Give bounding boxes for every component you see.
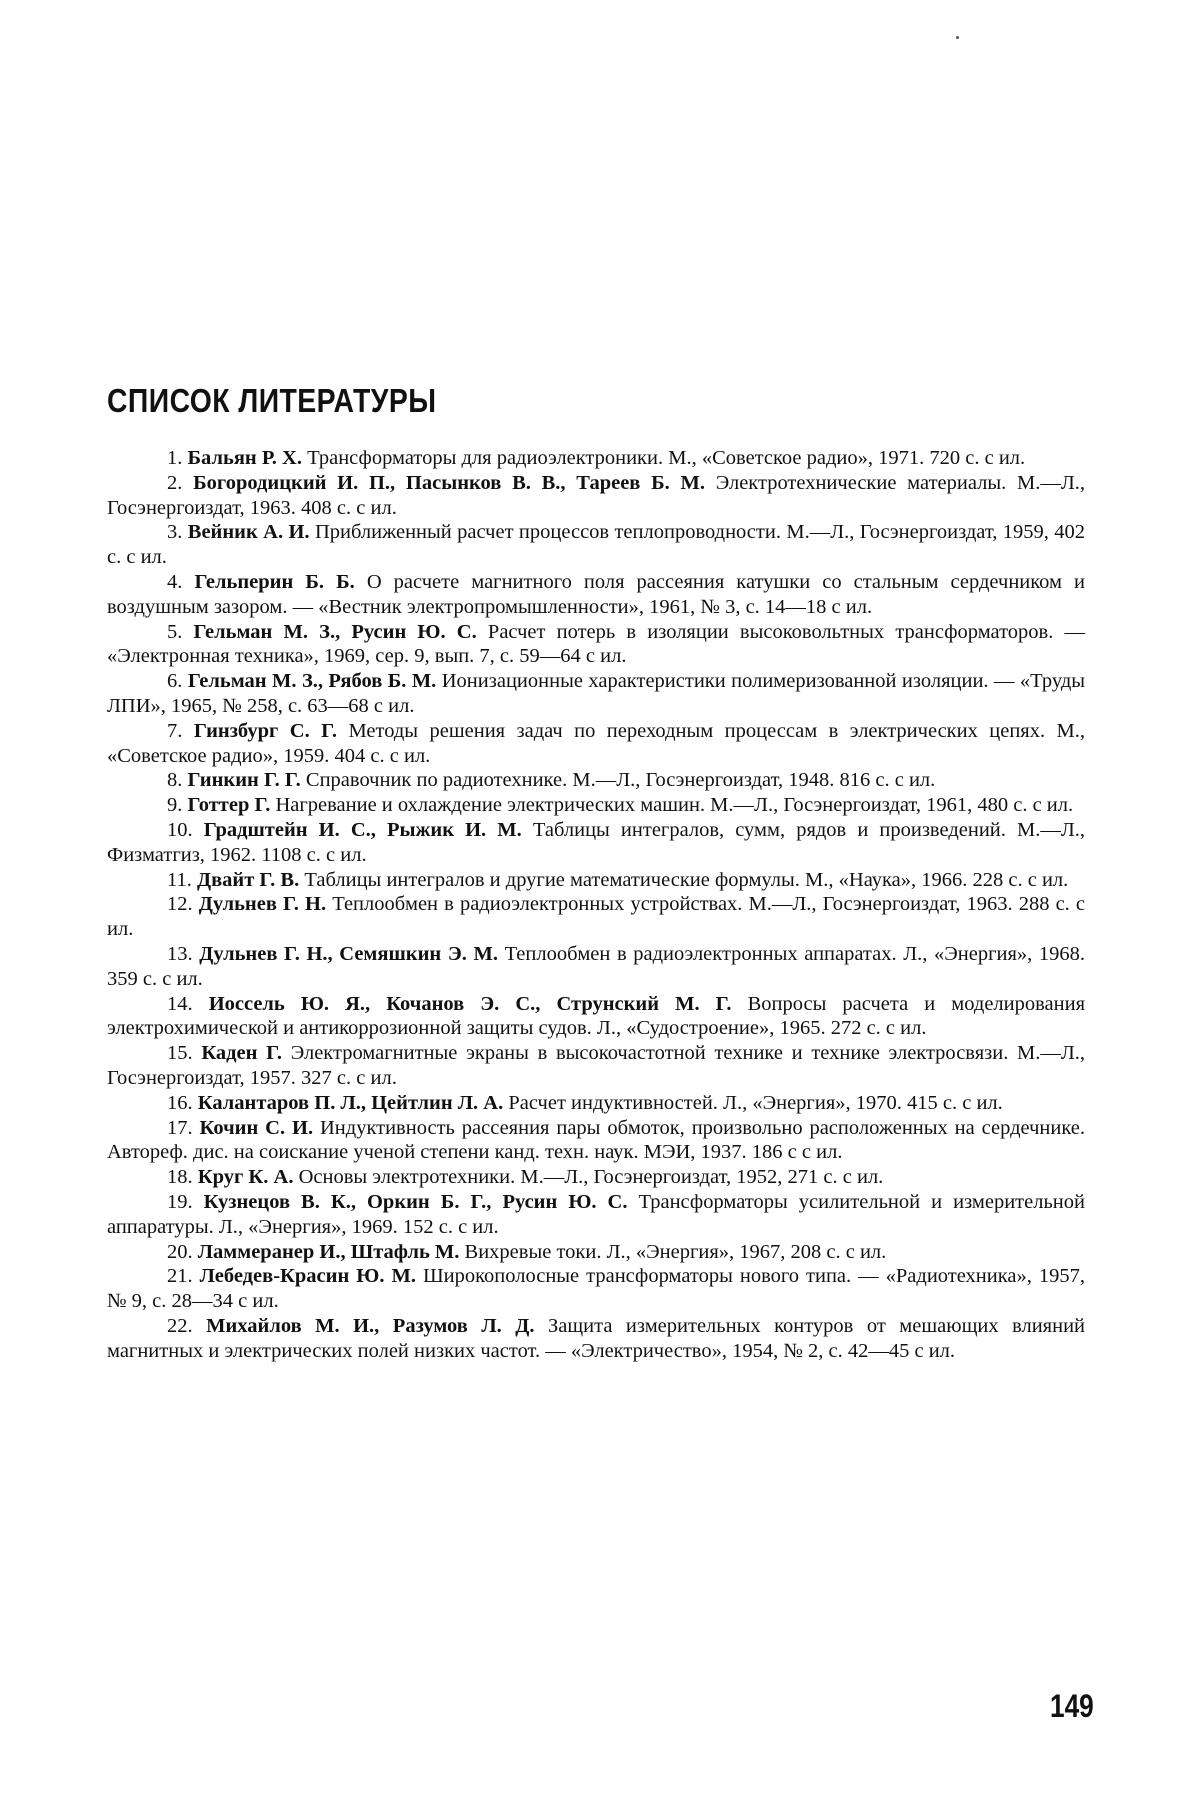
reference-number: 8. (167, 769, 183, 792)
reference-number: 12. (167, 893, 193, 916)
reference-item (107, 942, 1085, 992)
reference-number: 15. (167, 1042, 193, 1065)
reference-item (107, 570, 1085, 620)
reference-text: О расчете магнитного поля рассеяния катушки со стальным сердечником и воздушным зазором. — «Вестник электропромышленности», 1961, № 3, с. 14—18 с ил. (107, 570, 1086, 618)
reference-authors: Двайт Г. В. (197, 868, 300, 891)
reference-item (107, 520, 1085, 570)
reference-item (107, 892, 1085, 942)
reference-number: 3. (167, 521, 183, 544)
reference-authors: Круг К. А. (197, 1166, 294, 1189)
reference-authors: Иоссель Ю. Я., Кочанов Э. С., Струнский М. Г. (208, 992, 732, 1015)
reference-authors: Вейник А. И. (187, 521, 310, 544)
reference-item (107, 1264, 1085, 1314)
page-heading: СПИСОК ЛИТЕРАТУРЫ (107, 382, 437, 419)
reference-authors: Дульнев Г. Н., Семяшкин Э. М. (199, 942, 498, 965)
reference-authors: Богородицкий И. П., Пасынков В. В., Тареев Б. М. (193, 471, 705, 494)
reference-number: 17. (167, 1116, 193, 1139)
reference-authors: Кузнецов В. К., Оркин Б. Г., Русин Ю. С. (203, 1190, 628, 1213)
reference-text: Индуктивность рассеяния пары обмоток, произвольно расположенных на сердечнике. Автореф. дис. на соискание ученой степени канд. техн. наук. МЭИ, 1937. 186 с с ил. (107, 1116, 1086, 1164)
reference-list (107, 446, 1085, 1363)
reference-number: 7. (167, 719, 183, 742)
reference-authors: Лебедев-Красин Ю. М. (199, 1265, 416, 1288)
reference-text: Трансформаторы усилительной и измерительной аппаратуры. Л., «Энергия», 1969. 152 с. с ил. (107, 1190, 1086, 1238)
reference-authors: Кочин С. И. (199, 1116, 314, 1139)
reference-text: Таблицы интегралов и другие математические формулы. М., «Наука», 1966. 228 с. с ил. (304, 868, 1069, 891)
reference-text: Теплообмен в радиоэлектронных устройствах. М.—Л., Госэнергоиздат, 1963. 288 с. с ил. (107, 893, 1086, 941)
reference-text: Справочник по радиотехнике. М.—Л., Госэнергоиздат, 1948. 816 с. с ил. (305, 769, 936, 792)
reference-authors: Михайлов М. И., Разумов Л. Д. (206, 1314, 535, 1337)
reference-text: Защита измерительных контуров от мешающих влияний магнитных и электрических полей низких частот. — «Электричество», 1954, № 2, с. 42—45 с ил. (107, 1314, 1086, 1362)
reference-number: 20. (167, 1240, 193, 1263)
reference-number: 2. (167, 471, 183, 494)
reference-authors: Готтер Г. (187, 794, 271, 817)
reference-item (107, 620, 1085, 670)
reference-text: Электротехнические материалы. М.—Л., Госэнергоиздат, 1963. 408 с. с ил. (107, 471, 1086, 519)
reference-text: Методы решения задач по переходным процессам в электрических цепях. М., «Советское радио», 1959. 404 с. с ил. (107, 719, 1086, 767)
reference-authors: Калантаров П. Л., Цейтлин Л. А. (197, 1091, 504, 1114)
page-number: 149 (1050, 1688, 1094, 1724)
reference-item (107, 471, 1085, 521)
reference-text: Вихревые токи. Л., «Энергия», 1967, 208 с. с ил. (464, 1240, 887, 1263)
reference-number: 9. (167, 794, 183, 817)
reference-authors: Гельперин Б. Б. (194, 570, 355, 593)
reference-number: 22. (167, 1314, 193, 1337)
reference-text: Приближенный расчет процессов теплопроводности. М.—Л., Госэнергоиздат, 1959, 402 с. с ил. (107, 521, 1086, 569)
reference-text: Расчет индуктивностей. Л., «Энергия», 1970. 415 с. с ил. (508, 1091, 1003, 1114)
reference-number: 10. (167, 818, 193, 841)
reference-text: Основы электротехники. М.—Л., Госэнергоиздат, 1952, 271 с. с ил. (298, 1166, 884, 1189)
reference-number: 4. (167, 570, 183, 593)
reference-text: Электромагнитные экраны в высокочастотной технике и технике электросвязи. М.—Л., Госэнергоиздат, 1957. 327 с. с ил. (107, 1042, 1086, 1089)
reference-item (107, 1165, 1085, 1190)
reference-authors: Гельман М. З., Рябов Б. М. (187, 670, 437, 693)
reference-number: 1. (167, 447, 183, 469)
reference-item (107, 793, 1085, 818)
reference-item (107, 669, 1085, 719)
reference-item (107, 1116, 1085, 1166)
reference-text: Ионизационные характеристики полимеризованной изоляции. — «Труды ЛПИ», 1965, № 258, с. 63—68 с ил. (107, 670, 1086, 717)
reference-item (107, 992, 1085, 1042)
reference-text: Теплообмен в радиоэлектронных аппаратах. Л., «Энергия», 1968. 359 с. с ил. (107, 942, 1086, 990)
reference-item (107, 1190, 1085, 1240)
reference-authors: Ламмеранер И., Штафль М. (197, 1240, 460, 1263)
reference-authors: Дульнев Г. Н. (198, 893, 327, 916)
reference-item (107, 719, 1085, 769)
reference-number: 16. (167, 1091, 193, 1114)
reference-item (107, 768, 1085, 793)
reference-number: 6. (167, 670, 183, 693)
reference-text: Трансформаторы для радиоэлектроники. М., «Советское радио», 1971. 720 с. с ил. (307, 447, 1026, 469)
reference-text: Таблицы интегралов, сумм, рядов и произведений. М.—Л., Физматгиз, 1962. 1108 с. с ил. (107, 818, 1085, 866)
reference-item (107, 868, 1085, 893)
reference-number: 14. (167, 992, 193, 1015)
reference-authors: Гельман М. З., Русин Ю. С. (193, 620, 477, 643)
reference-number: 18. (167, 1166, 193, 1189)
reference-authors: Каден Г. (201, 1042, 282, 1065)
reference-authors: Градштейн И. С., Рыжик И. М. (203, 818, 522, 841)
reference-number: 21. (167, 1265, 193, 1288)
reference-text: Нагревание и охлаждение электрических машин. М.—Л., Госэнергоиздат, 1961, 480 с. с ил. (275, 794, 1074, 817)
reference-text: Широкополосные трансформаторы нового типа. — «Радиотехника», 1957, № 9, с. 28—34 с ил. (107, 1265, 1085, 1313)
reference-number: 19. (167, 1190, 193, 1213)
reference-item (107, 818, 1085, 868)
reference-item (107, 446, 1085, 471)
reference-number: 13. (167, 942, 193, 965)
reference-authors: Бальян Р. Х. (187, 447, 302, 469)
reference-item (107, 1041, 1085, 1091)
reference-authors: Гинкин Г. Г. (187, 769, 301, 792)
reference-text: Расчет потерь в изоляции высоковольтных трансформаторов. — «Электронная техника», 1969, сер. 9, вып. 7, с. 59—64 с ил. (107, 620, 1086, 668)
print-speck (956, 36, 959, 39)
reference-number: 5. (167, 620, 183, 643)
reference-item (107, 1091, 1085, 1116)
reference-text: Вопросы расчета и моделирования электрохимической и антикоррозионной защиты судов. Л., «Судостроение», 1965. 272 с. с ил. (107, 992, 1086, 1040)
reference-authors: Гинзбург С. Г. (193, 719, 338, 742)
reference-number: 11. (167, 868, 192, 891)
reference-item (107, 1240, 1085, 1265)
reference-item (107, 1314, 1085, 1364)
